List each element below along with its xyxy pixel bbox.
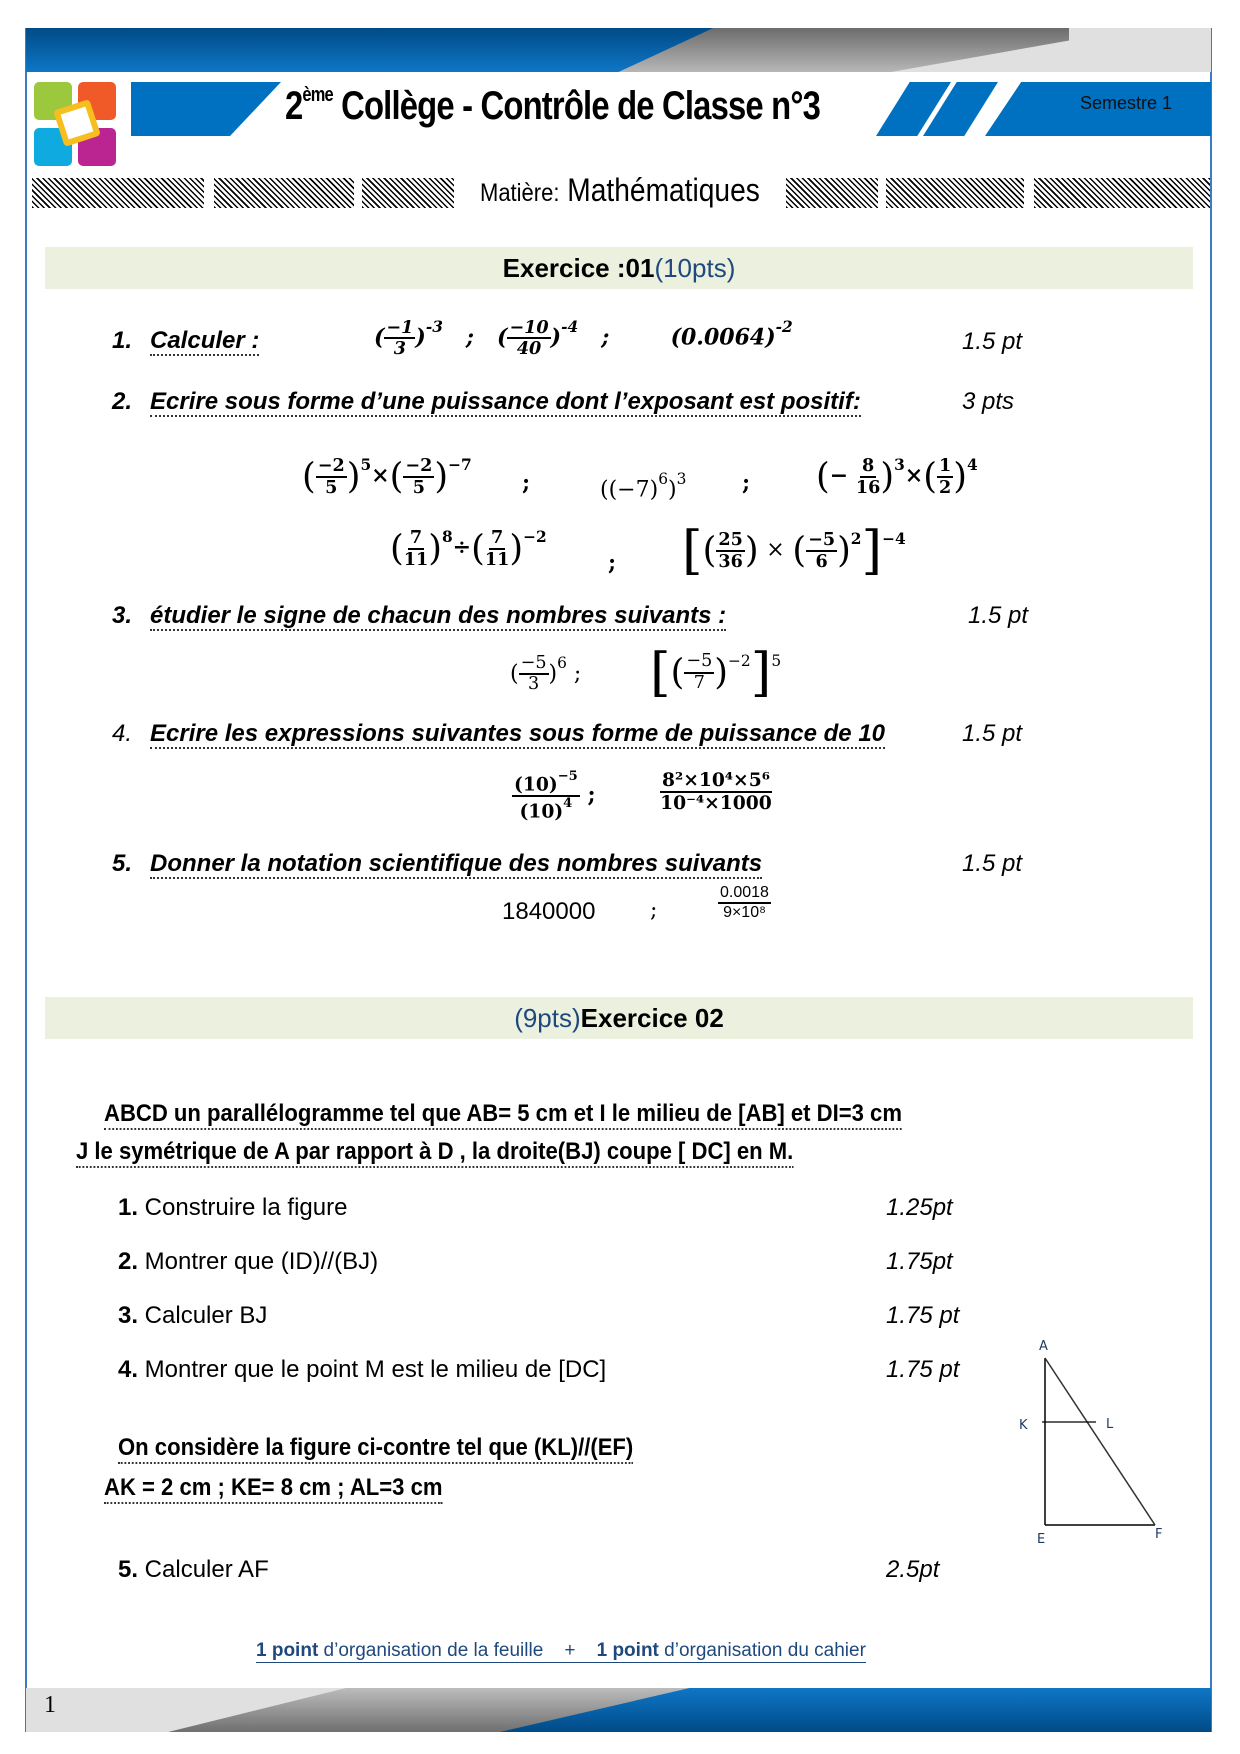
- ex1-q5-points: 1.5 pt: [962, 850, 1023, 877]
- exercise-2-header: (9pts)Exercice 02: [45, 997, 1193, 1039]
- figure-label-F: F: [1155, 1527, 1163, 1542]
- ex1-question-4: 4. Ecrire les expressions suivantes sous forme de puissance de 10: [112, 720, 886, 747]
- ex1-q2-expression-e: [( $\frac{25}{36}$ ) × ( $\frac{-5}{6}$ )$^2$]$^{-4}$: [682, 520, 906, 581]
- ex1-question-1: 1. Calculer :: [112, 327, 260, 354]
- school-logo: [34, 82, 118, 168]
- ex2-statement-line-1: ABCD un parallélogramme tel que AB= 5 cm et I le milieu de [AB] et DI=3 cm: [104, 1100, 902, 1130]
- ex2-q3-points: 1.75 pt: [886, 1302, 960, 1329]
- figure-label-E: E: [1037, 1532, 1046, 1547]
- hatch-decoration: [32, 178, 204, 208]
- page-title: 2ème Collège - Contrôle de Classe n°3: [285, 84, 821, 128]
- figure-label-K: K: [1019, 1418, 1028, 1433]
- semester-badge: Semestre 1: [1080, 93, 1173, 113]
- separator: ;: [522, 470, 531, 496]
- hatch-decoration: [362, 178, 454, 208]
- ex1-q2-points: 3 pts: [962, 388, 1015, 415]
- ex2-statement2-line-1: On considère la figure ci-contre tel que (KL)//(EF): [118, 1434, 633, 1464]
- bonus-points-note: 1 point d’organisation de la feuille + 1 point d’organisation du cahier: [256, 1640, 866, 1661]
- ex1-q1-points: 1.5 pt: [962, 328, 1023, 355]
- ex2-q1-points: 1.25pt: [886, 1194, 953, 1221]
- ex2-question-2: 2. Montrer que (ID)//(BJ): [118, 1248, 379, 1275]
- ex1-q1-expression: ( $\frac{-1}{3}$ )$^{-3}$ ; ( $\frac{-10}{40}$ )$^{-4}$ ; $(0.0064)^{-2}$: [374, 317, 793, 360]
- ex1-q4-expression-b: $\frac{\text{8²×10⁴×5⁶}}{\text{10⁻⁴×1000}}$: [660, 769, 772, 814]
- ex1-q2-expression-a: ( $\frac{-2}{5}$ )$^5$×( $\frac{-2}{5}$ )$^{-7}$: [302, 455, 472, 498]
- ex1-q2-expression-c: (− $\frac{8}{16}$ )$^3$×( $\frac{1}{2}$ )$^4$: [816, 455, 978, 498]
- ex2-question-5: 5. Calculer AF: [118, 1556, 269, 1583]
- subject-line: Matière: Mathématiques: [480, 172, 760, 208]
- ex2-question-3: 3. Calculer BJ: [118, 1302, 268, 1329]
- hatch-decoration: [786, 178, 878, 208]
- figure-label-A: A: [1039, 1339, 1048, 1354]
- separator: ;: [608, 550, 617, 576]
- top-decorative-band: [26, 28, 1211, 72]
- ex1-q2-expression-b: $((-7)^6)^3$: [600, 470, 687, 503]
- ex1-q4-points: 1.5 pt: [962, 720, 1023, 747]
- ex1-q3-expression-a: ( $\frac{-5}{3}$ )$^6$ ;: [510, 653, 582, 695]
- bottom-decorative-band: [26, 1688, 1211, 1732]
- figure-label-L: L: [1106, 1417, 1114, 1432]
- separator: ;: [650, 898, 658, 923]
- ex2-q4-points: 1.75 pt: [886, 1356, 960, 1383]
- hatch-decoration: [886, 178, 1024, 208]
- ex2-question-1: 1. Construire la figure: [118, 1194, 348, 1221]
- ex1-question-3: 3. étudier le signe de chacun des nombres suivants :: [112, 602, 727, 629]
- ex2-q5-points: 2.5pt: [886, 1556, 940, 1583]
- ex1-q2-expression-d: ( $\frac{7}{11}$ )$^8$÷( $\frac{7}{11}$ )$^{-2}$: [390, 527, 547, 570]
- ex1-q4-expression-a: $\frac{(10)^{-5}}{(10)^4}$ ;: [514, 769, 596, 823]
- hatch-decoration: [214, 178, 354, 208]
- ex1-question-2: 2. Ecrire sous forme d’une puissance dont l’exposant est positif:: [112, 388, 861, 415]
- triangle-figure: [1000, 1330, 1200, 1560]
- ex1-q5-expression-b: $\frac{0.0018}{\text{9×10⁸}}$: [720, 884, 769, 921]
- ex2-q2-points: 1.75pt: [886, 1248, 953, 1275]
- ex2-question-4: 4. Montrer que le point M est le milieu de [DC]: [118, 1356, 607, 1383]
- ex2-statement2-line-2: AK = 2 cm ; KE= 8 cm ; AL=3 cm: [104, 1474, 442, 1504]
- ex2-statement-line-2: J le symétrique de A par rapport à D , la droite(BJ) coupe [ DC] en M.: [76, 1138, 793, 1168]
- ex1-q3-expression-b: [( $\frac{-5}{7}$ )$^{-2}$]$^5$: [650, 642, 782, 703]
- hatch-decoration: [1034, 178, 1210, 208]
- exercise-1-header: Exercice :01(10pts): [45, 247, 1193, 289]
- page-number: 1: [44, 1692, 56, 1718]
- ex1-question-5: 5. Donner la notation scientifique des nombres suivants: [112, 850, 763, 877]
- ex1-q5-expression-a: 1840000: [502, 898, 596, 925]
- ex1-q3-points: 1.5 pt: [968, 602, 1029, 629]
- separator: ;: [742, 470, 751, 496]
